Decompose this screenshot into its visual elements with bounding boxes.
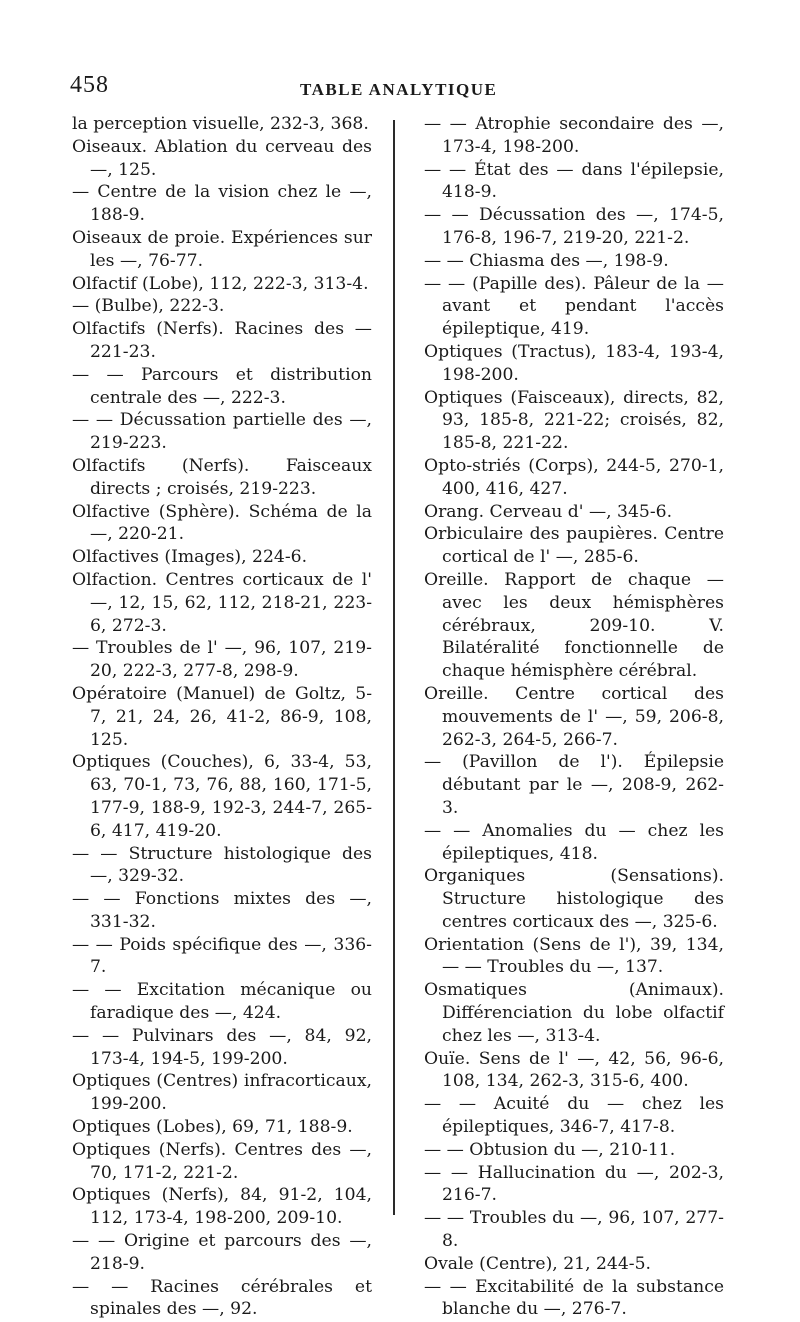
index-entry: — — Excitabilité de la substance blanche du —, 276-7.: [424, 1276, 724, 1320]
index-entry: — (Pavillon de l'). Épilepsie débutant par le —, 208-9, 262-3.: [424, 752, 724, 818]
column-divider: [393, 120, 395, 1215]
index-entry: Olfactives (Images), 224-6.: [72, 547, 308, 568]
index-entry: Orang. Cerveau d' —, 345-6.: [424, 501, 673, 522]
index-entry: — — Structure histologique des —, 329-32.: [72, 843, 372, 887]
index-entry: Opératoire (Manuel) de Goltz, 5-7, 21, 24, 26, 41-2, 86-9, 108, 125.: [72, 683, 372, 750]
index-entry: — — Acuité du — chez les épileptiques, 346-7, 417-8.: [424, 1094, 724, 1138]
index-entry: — (Bulbe), 222-3.: [72, 296, 225, 317]
index-entry: Orientation (Sens de l'), 39, 134, — — Troubles du —, 137.: [424, 934, 724, 978]
index-column-left: [72, 113, 372, 1321]
index-entry: — — Fonctions mixtes des —, 331-32.: [72, 889, 372, 932]
index-entry: la perception visuelle, 232-3, 368.: [72, 114, 369, 134]
index-entry: Optiques (Centres) infracorticaux, 199-200.: [72, 1071, 372, 1115]
index-entry: Optiques (Nerfs). Centres des —, 70, 171-2, 221-2.: [72, 1139, 372, 1183]
index-entry: Optiques (Couches), 6, 33-4, 53, 63, 70-1, 73, 76, 88, 160, 171-5, 177-9, 188-9, 192-3, 244-7, 265-6, 417, 419-20.: [72, 752, 372, 841]
index-entry: Orbiculaire des paupières. Centre cortical de l' —, 285-6.: [424, 524, 724, 568]
index-entry: Olfactifs (Nerfs). Racines des — 221-23.: [72, 319, 372, 362]
index-entry: Olfactifs (Nerfs). Faisceaux directs ; croisés, 219-223.: [72, 455, 372, 499]
index-entry: Oiseaux de proie. Expériences sur les —, 76-77.: [72, 227, 372, 271]
index-entry: — — Excitation mécanique ou faradique des —, 424.: [72, 980, 372, 1024]
index-entry: — — (Papille des). Pâleur de la — avant et pendant l'accès épileptique, 419.: [424, 273, 724, 340]
index-entry: — — Anomalies du — chez les épileptiques, 418.: [424, 820, 724, 864]
index-entry: — — Obtusion du —, 210-11.: [424, 1139, 676, 1160]
index-entry: Optiques (Tractus), 183-4, 193-4, 198-200.: [424, 341, 724, 385]
index-entry: Optiques (Lobes), 69, 71, 188-9.: [72, 1117, 353, 1138]
index-entry: Osmatiques (Animaux). Différenciation du lobe olfactif chez les —, 313-4.: [424, 980, 724, 1046]
index-entry: — — Poids spécifique des —, 336-7.: [72, 934, 372, 978]
index-entry: Ovale (Centre), 21, 244-5.: [424, 1253, 652, 1274]
index-entry: — — Origine et parcours des —, 218-9.: [72, 1231, 372, 1274]
index-entry: — — Décussation des —, 174-5, 176-8, 196-7, 219-20, 221-2.: [424, 205, 724, 248]
index-entry: — — État des — dans l'épilepsie, 418-9.: [424, 159, 724, 203]
index-entry: — Centre de la vision chez le —, 188-9.: [72, 182, 372, 226]
index-column-right: [424, 113, 724, 1321]
index-entry: Optiques (Nerfs), 84, 91-2, 104, 112, 173-4, 198-200, 209-10.: [72, 1185, 372, 1229]
index-entry: Oiseaux. Ablation du cerveau des —, 125.: [72, 136, 372, 180]
index-entry: — — Troubles du —, 96, 107, 277-8.: [424, 1208, 724, 1252]
index-entry: — — Pulvinars des —, 84, 92, 173-4, 194-5, 199-200.: [72, 1025, 372, 1069]
index-entry: Olfactive (Sphère). Schéma de la —, 220-21.: [72, 501, 372, 545]
index-entry: — — Parcours et distribution centrale des —, 222-3.: [72, 364, 372, 408]
index-entry: — — Hallucination du —, 202-3, 216-7.: [424, 1162, 724, 1206]
index-entry: Oreille. Centre cortical des mouvements de l' —, 59, 206-8, 262-3, 264-5, 266-7.: [424, 683, 724, 750]
index-entry: Olfactif (Lobe), 112, 222-3, 313-4.: [72, 273, 369, 294]
index-entry: Olfaction. Centres corticaux de l' —, 12, 15, 62, 112, 218-21, 223-6, 272-3.: [72, 569, 372, 636]
index-entry: Opto-striés (Corps), 244-5, 270-1, 400, 416, 427.: [424, 455, 724, 499]
index-entry: Organiques (Sensations). Structure histologique des centres corticaux des —, 325-6.: [424, 866, 724, 932]
index-entry: — — Décussation partielle des —, 219-223.: [72, 410, 372, 454]
index-entry: — — Atrophie secondaire des —, 173-4, 198-200.: [424, 114, 724, 157]
index-entry: Optiques (Faisceaux), directs, 82, 93, 185-8, 221-22; croisés, 82, 185-8, 221-22.: [424, 387, 724, 454]
index-entry: — Troubles de l' —, 96, 107, 219-20, 222-3, 277-8, 298-9.: [72, 638, 372, 682]
index-entry: — — Racines cérébrales et spinales des —, 92.: [72, 1276, 372, 1320]
page-number: 458: [70, 72, 109, 98]
index-entry: — — Chiasma des —, 198-9.: [424, 250, 669, 271]
running-title: TABLE ANALYTIQUE: [300, 80, 498, 99]
index-entry: Oreille. Rapport de chaque — avec les deux hémisphères cérébraux, 209-10. V. Bilatéralité fonctionnelle de chaque hémisphère cérébral.: [424, 569, 724, 682]
index-entry: Ouïe. Sens de l' —, 42, 56, 96-6, 108, 134, 262-3, 315-6, 400.: [424, 1048, 724, 1092]
